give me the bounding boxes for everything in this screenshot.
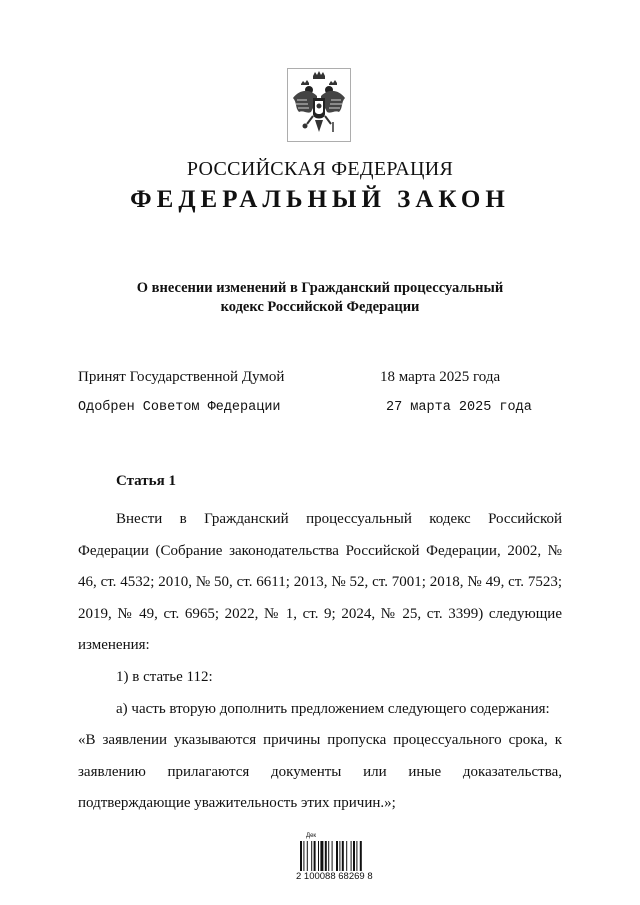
barcode-bar [303, 841, 304, 871]
document-type: ФЕДЕРАЛЬНЫЙ ЗАКОН [130, 186, 510, 213]
barcode-bar [314, 841, 316, 871]
barcode-bar [328, 841, 329, 871]
barcode-bar [360, 841, 362, 871]
article-heading: Статья 1 [116, 473, 176, 489]
duma-label: Принят Государственной Думой [78, 369, 285, 385]
article-item-1: 1) в статье 112: [116, 668, 213, 685]
council-label: Одобрен Советом Федерации [78, 400, 281, 415]
barcode-bar [339, 841, 340, 871]
article-intro: Внести в Гражданский процессуальный кодекс Российской Федерации (Собрание законодательства Российской Федерации, 2002, № 46, ст. 4532; 2010, № 50, ст. 6611; 2013, № 52, ст. 7001; 2018, № 49, ст. 7523; 2019, № 49, ст. 6965; 2022, № 1, ст. 9; 2024, № 25, ст. 3399) следующие изменения: [78, 511, 562, 654]
barcode-bars [296, 841, 388, 871]
law-title-line-2: кодекс Российской Федерации [220, 299, 420, 315]
article-body [78, 504, 562, 820]
barcode-bar [351, 841, 352, 871]
law-title-line-1: О внесении изменений в Гражданский процессуальный [136, 280, 504, 296]
barcode-bar [320, 841, 323, 871]
barcode-bar [353, 841, 355, 871]
barcode-bar [311, 841, 312, 871]
barcode [296, 833, 388, 883]
barcode-bar [346, 841, 347, 871]
barcode-bar [307, 841, 308, 871]
barcode-number: 2 100088 68269 8 [296, 871, 373, 882]
duma-date: 18 марта 2025 года [380, 369, 501, 385]
barcode-bar [342, 841, 344, 871]
coat-of-arms-icon [287, 68, 351, 142]
barcode-bar [300, 841, 302, 871]
barcode-bar [318, 841, 319, 871]
article-quote: «В заявлении указываются причины пропуска процессуального срока, к заявлению прилагаются документы или иные доказательства, подтверждающие уважительность этих причин.»; [78, 732, 562, 812]
barcode-bar [336, 841, 338, 871]
barcode-bar [356, 841, 357, 871]
council-date: 27 марта 2025 года [386, 400, 532, 415]
law-title [0, 279, 640, 317]
barcode-bar [332, 841, 333, 871]
article-item-1a: а) часть вторую дополнить предложением следующего содержания: [116, 700, 550, 717]
barcode-caption: Дек [306, 833, 317, 839]
adoption-duma-row [78, 369, 548, 386]
country-name: РОССИЙСКАЯ ФЕДЕРАЦИЯ [186, 158, 454, 180]
barcode-bar [325, 841, 327, 871]
approval-council-row [78, 400, 548, 415]
